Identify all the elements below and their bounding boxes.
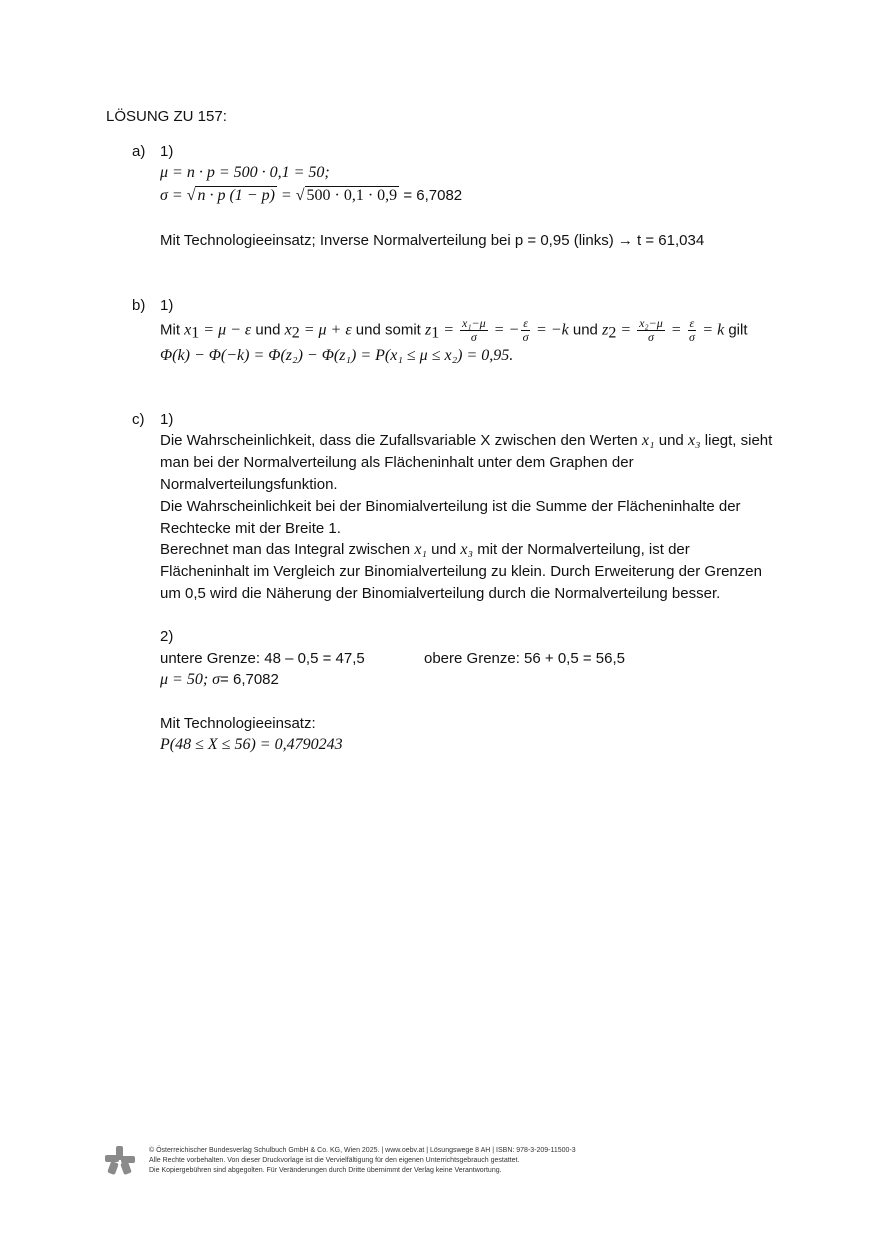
probability-result: P(48 ≤ X ≤ 56) = 0,4790243 [160,736,343,753]
part-c-sub2-label: 2) [160,628,174,645]
part-c-sub1-label: 1) [160,411,174,428]
page-title: LÖSUNG ZU 157: [106,108,227,125]
lower-bound: untere Grenze: 48 – 0,5 = 47,5 [160,650,365,667]
upper-bound: obere Grenze: 56 + 0,5 = 56,5 [424,650,625,667]
paragraph-3-line-3: um 0,5 wird die Näherung der Binomialverteilung durch die Normalverteilung besser. [160,585,721,602]
mu-formula: μ = n · p = 500 · 0,1 = 50; [160,164,330,181]
part-a-label: a) [132,143,146,160]
paragraph-2-line-2: Rechtecke mit der Breite 1. [160,520,341,537]
part-b-label: b) [132,297,146,314]
footer [149,1146,576,1176]
paragraph-1-line-2: man bei der Normalverteilung als Flächeninhalt unter dem Graphen der [160,454,634,471]
footer-disclaimer: Die Kopiergebühren sind abgegolten. Für Veränderungen durch Dritte übernimmt der Verlag keine Verantwortung. [149,1167,502,1174]
mu-sigma-values: μ = 50; σ= 6,7082 [160,671,279,688]
paragraph-3-line-2: Flächeninhalt im Vergleich zur Binomialverteilung zu klein. Durch Erweiterung der Grenzen [160,563,762,580]
paragraph-1-line-3: Normalverteilungsfunktion. [160,476,338,493]
part-c-tech-text: Mit Technologieeinsatz: [160,715,316,732]
footer-copyright: © Österreichischer Bundesverlag Schulbuch GmbH & Co. KG, Wien 2025. | www.oebv.at | Lösungswege 8 AH | ISBN: 978-3-209-11500-3 [149,1147,576,1154]
paragraph-1-line-1: Die Wahrscheinlichkeit, dass die Zufallsvariable X zwischen den Werten x₁ und x₃ liegt, sieht [160,432,773,449]
part-a-sub1-label: 1) [160,143,174,160]
phi-equation: Φ(k) − Φ(−k) = Φ(z₂) − Φ(z₁) = P(x₁ ≤ μ ≤ x₂) = 0,95. [160,347,514,364]
sigma-formula: σ = √ n · p (1 − p) = √ 500 · 0,1 · 0,9 = 6,7082 [160,187,463,204]
paragraph-3-line-1: Berechnet man das Integral zwischen x₁ und x₃ mit der Normalverteilung, ist der [160,541,690,558]
part-b-sub1-label: 1) [160,297,174,314]
footer-rights: Alle Rechte vorbehalten. Von dieser Druckvorlage ist die Vervielfältigung für den eigenen Unterrichtsgebrauch gestattet. [149,1157,520,1164]
paragraph-2-line-1: Die Wahrscheinlichkeit bei der Binomialverteilung ist die Summe der Flächeninhalte der [160,498,741,515]
publisher-logo-icon [104,1145,136,1175]
part-a-tech-text: Mit Technologieeinsatz; Inverse Normalverteilung bei p = 0,95 (links) → t = 61,034 [160,232,705,249]
part-c-label: c) [132,411,145,428]
part-b-derivation: Mit $x_1 = \mu - \varepsilon$ und $x_2 = \mu + \varepsilon$ und somit $z_1$ = $\frac{\text{x₁−μ}}{\sigma}$ = − $\frac{\varepsilon}{\sigma}$ = −k und $z_2$ = $\frac{\text{x₂−μ}}{\sigma}$ = $\frac{\varepsilon}{\sigma}$ = k gilt [160,316,748,344]
